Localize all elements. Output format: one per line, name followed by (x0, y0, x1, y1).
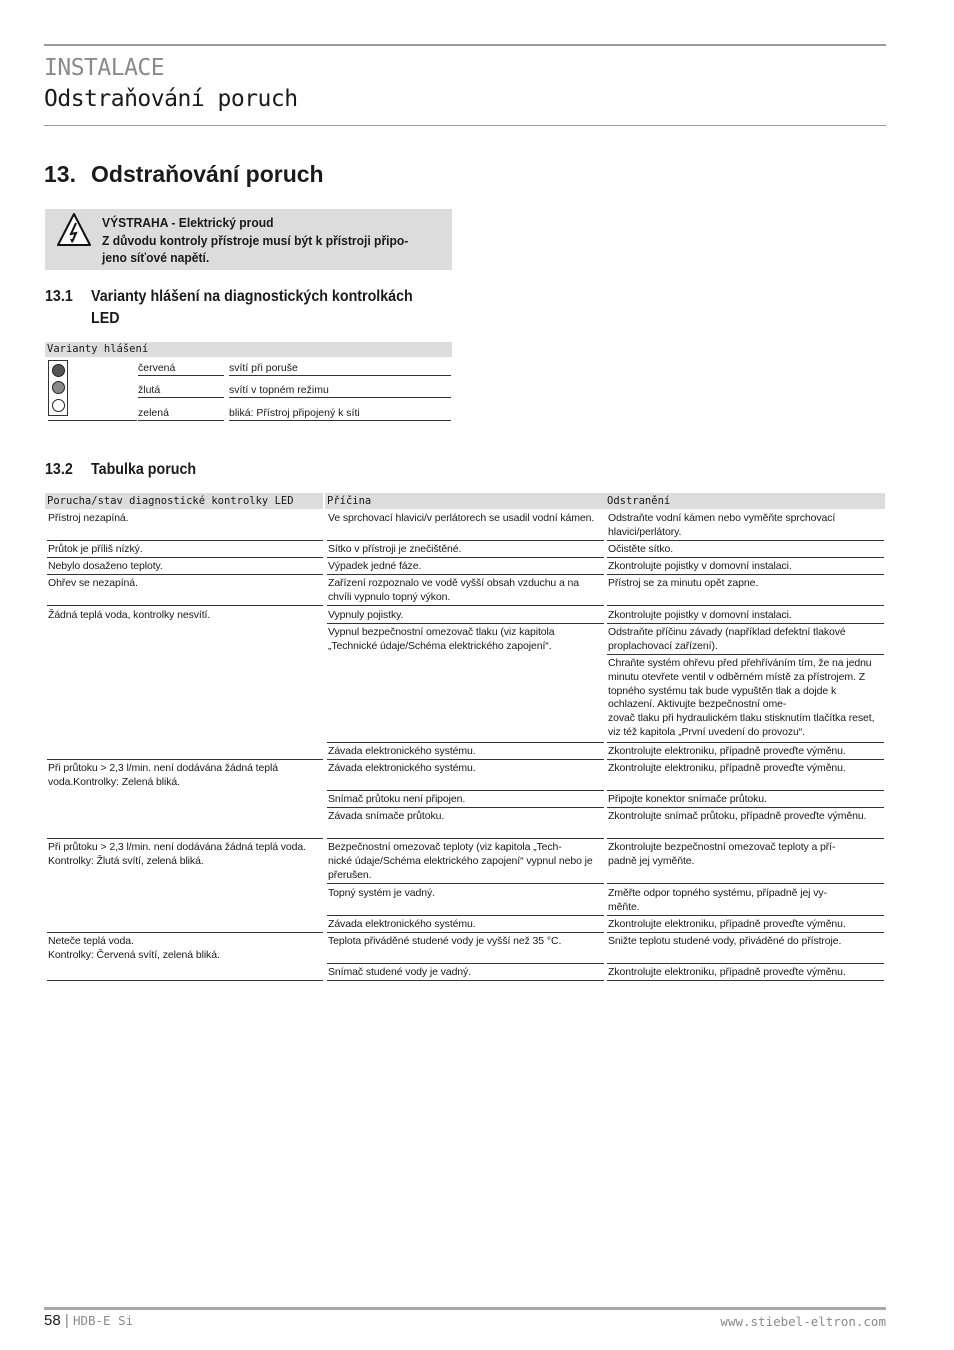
row-divider (607, 915, 884, 916)
row-divider (607, 790, 884, 791)
remedy-cell: Zkontrolujte pojistky v domovní instalaci. (608, 560, 792, 572)
row-divider (607, 557, 884, 558)
cause-cell: Závada snímače průtoku. (328, 810, 445, 822)
cause-cell: Výpadek jedné fáze. (328, 560, 422, 572)
led-row (138, 382, 451, 404)
row-divider (327, 915, 604, 916)
led-row (138, 360, 451, 382)
row-divider (327, 742, 604, 743)
row-divider (607, 759, 884, 760)
cause-cell: Vypnul bezpečnostní omezovač tlaku (viz kapitola „Technické údaje/Schéma elektrického zapojení“. (328, 626, 555, 652)
section-title: Varianty hlášení na diagnostických kontrolkách LED (91, 288, 413, 327)
problem-cell: Nebylo dosaženo teploty. (48, 560, 163, 572)
section-heading-13-2 (45, 460, 196, 480)
led-yellow-indicator (52, 381, 65, 394)
remedy-cell: Očistěte sítko. (608, 543, 674, 555)
cause-cell: Snímač studené vody je vadný. (328, 966, 472, 978)
row-divider (327, 980, 604, 981)
led-meaning: bliká: Přístroj připojený k síti (229, 405, 451, 421)
row-divider (327, 963, 604, 964)
row-divider (47, 838, 323, 839)
warning-line-2: jeno síťové napětí. (102, 250, 210, 265)
remedy-cell: Zkontrolujte elektroniku, případně proveďte výměnu. (608, 762, 846, 774)
row-divider (327, 883, 604, 884)
fault-table-header-cause: Příčina (325, 493, 605, 509)
chapter-title: Odstraňování poruch (91, 161, 324, 187)
led-color: žlutá (138, 382, 224, 398)
row-divider (327, 557, 604, 558)
problem-cell: Při průtoku > 2,3 l/min. není dodávána žádná teplá voda.Kontrolky: Zelená bliká. (48, 762, 278, 788)
section-title: Tabulka poruch (91, 461, 197, 478)
footer-separator: | (64, 1312, 69, 1329)
row-divider (607, 932, 884, 933)
row-divider (607, 605, 884, 606)
led-panel-rule (48, 420, 137, 421)
problem-cell: Neteče teplá voda. Kontrolky: Červená svítí, zelená bliká. (48, 935, 220, 961)
cause-cell: Teplota přiváděné studené vody je vyšší než 35 °C. (328, 935, 562, 947)
cause-cell: Sítko v přístroji je znečištěné. (328, 543, 462, 555)
problem-cell: Průtok je příliš nízký. (48, 543, 143, 555)
remedy-cell: Zkontrolujte elektroniku, případně proveďte výměnu. (608, 745, 846, 757)
cause-cell: Ve sprchovací hlavici/v perlátorech se usadil vodní kámen. (328, 512, 595, 524)
led-row (138, 405, 451, 427)
cause-cell: Snímač průtoku není připojen. (328, 793, 466, 805)
chapter-heading (44, 161, 324, 188)
led-green-indicator (52, 399, 65, 412)
remedy-cell: Odstraňte příčinu závady (například defektní tlakové proplachovací zařízení). (608, 626, 846, 652)
remedy-cell: Snižte teplotu studené vody, přiváděné do přístroje. (608, 935, 842, 947)
cause-cell: Závada elektronického systému. (328, 918, 476, 930)
header-title: Odstraňování poruch (44, 86, 298, 112)
problem-cell: Přístroj nezapíná. (48, 512, 129, 524)
cause-cell: Bezpečnostní omezovač teploty (viz kapitola „Tech- nické údaje/Schéma elektrického zapojení“ vypnul nebo je přerušen. (328, 841, 593, 881)
row-divider (607, 540, 884, 541)
footer-left (44, 1312, 133, 1329)
row-divider (607, 574, 884, 575)
cause-cell: Zařízení rozpoznalo ve vodě vyšší obsah vzduchu a na chvíli vypnulo topný výkon. (328, 577, 580, 603)
cause-cell: Závada elektronického systému. (328, 762, 476, 774)
row-divider (47, 759, 323, 760)
cause-cell: Vypnuly pojistky. (328, 609, 404, 621)
row-divider (607, 623, 884, 624)
row-divider (607, 807, 884, 808)
section-number: 13.2 (45, 461, 73, 478)
electric-hazard-icon (56, 212, 92, 248)
led-table-header: Varianty hlášení (45, 342, 452, 357)
footer-rule (44, 1307, 886, 1310)
section-heading-13-1 (45, 286, 450, 330)
section-number: 13.1 (45, 288, 73, 305)
row-divider (607, 963, 884, 964)
row-divider (47, 540, 323, 541)
warning-title: VÝSTRAHA - Elektrický proud (102, 215, 274, 230)
remedy-cell: Připojte konektor snímače průtoku. (608, 793, 767, 805)
row-divider (327, 623, 604, 624)
row-divider (47, 574, 323, 575)
led-indicator-panel (48, 360, 68, 416)
row-divider (607, 654, 884, 655)
row-divider (607, 883, 884, 884)
row-divider (327, 574, 604, 575)
header-section: INSTALACE (44, 55, 165, 81)
row-divider (47, 605, 323, 606)
remedy-cell: Zkontrolujte bezpečnostní omezovač teploty a pří- padně jej vyměňte. (608, 841, 836, 867)
cause-cell: Závada elektronického systému. (328, 745, 476, 757)
row-divider (607, 742, 884, 743)
header-rule-top (44, 44, 886, 46)
footer-url[interactable]: www.stiebel-eltron.com (720, 1314, 886, 1329)
led-meaning: svítí při poruše (229, 360, 451, 376)
row-divider (327, 932, 604, 933)
remedy-cell: Odstraňte vodní kámen nebo vyměňte sprchovací hlavici/perlátory. (608, 512, 836, 538)
remedy-cell: Přístroj se za minutu opět zapne. (608, 577, 759, 589)
row-divider (327, 605, 604, 606)
row-divider (607, 980, 884, 981)
remedy-cell: Chraňte systém ohřevu před přehříváním tím, že na jednu minutu otevřete ventil v odběrném místě za přístrojem. Z topného systému tak bude vypuštěn tlak a dojde k ochlazení. Aktivujte bezpečnostní ome- zovač tlaku při hydraulickém tlaku stisknutím tlačítka reset, viz též kapitola „První uvedení do provozu“. (608, 657, 875, 738)
led-red-indicator (52, 364, 65, 377)
warning-box (45, 209, 452, 270)
row-divider (47, 980, 323, 981)
remedy-cell: Změřte odpor topného systému, případně jej vy- měňte. (608, 887, 827, 913)
chapter-number: 13. (44, 161, 76, 187)
row-divider (327, 540, 604, 541)
fault-table-header-remedy: Odstranění (605, 493, 885, 509)
row-divider (327, 838, 604, 839)
row-divider (327, 807, 604, 808)
cause-cell: Topný systém je vadný. (328, 887, 435, 899)
led-color: červená (138, 360, 224, 376)
fault-table-header-problem: Porucha/stav diagnostické kontrolky LED (45, 493, 323, 509)
warning-text (102, 214, 423, 267)
warning-line-1: Z důvodu kontroly přístroje musí být k přístroji připo- (102, 232, 409, 248)
remedy-cell: Zkontrolujte pojistky v domovní instalaci. (608, 609, 792, 621)
row-divider (327, 759, 604, 760)
remedy-cell: Zkontrolujte elektroniku, případně proveďte výměnu. (608, 966, 846, 978)
remedy-cell: Zkontrolujte snímač průtoku, případně proveďte výměnu. (608, 810, 867, 822)
problem-cell: Při průtoku > 2,3 l/min. není dodávána žádná teplá voda. Kontrolky: Žlutá svítí, zelená bliká. (48, 841, 306, 867)
header-rule-bottom (44, 125, 886, 126)
row-divider (47, 557, 323, 558)
remedy-cell: Zkontrolujte elektroniku, případně proveďte výměnu. (608, 918, 846, 930)
model-name: HDB-E Si (72, 1313, 134, 1328)
led-color: zelená (138, 405, 224, 421)
row-divider (327, 790, 604, 791)
row-divider (607, 838, 884, 839)
row-divider (47, 932, 323, 933)
problem-cell: Ohřev se nezapíná. (48, 577, 138, 589)
problem-cell: Žádná teplá voda, kontrolky nesvítí. (48, 609, 211, 621)
page-number: 58 (44, 1312, 61, 1329)
led-meaning: svítí v topném režimu (229, 382, 451, 398)
